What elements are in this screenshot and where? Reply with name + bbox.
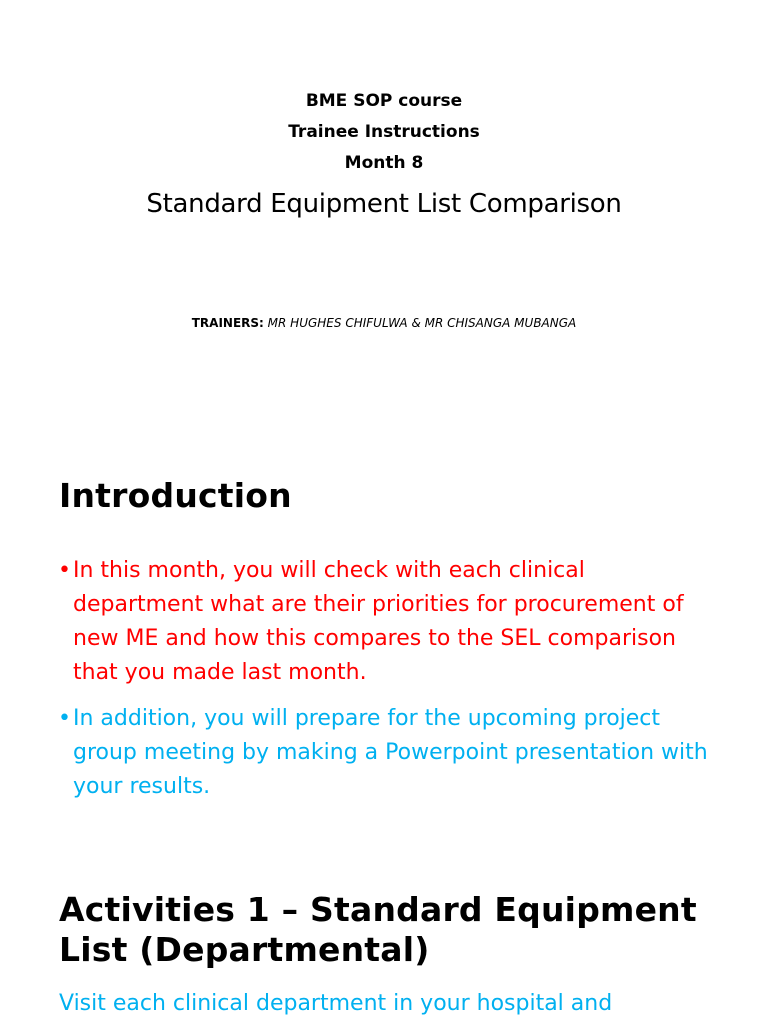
- page-title: Standard Equipment List Comparison: [146, 189, 622, 219]
- bullet-dot: •: [58, 558, 71, 583]
- trainers-names: MR HUGHES CHIFULWA & MR CHISANGA MUBANGA: [267, 316, 577, 330]
- bullet-text: In this month, you will check with each clinical department what are their priorities for procurement of new ME and how this compares to the SEL comparison that you made last month.: [73, 558, 684, 685]
- month-label: Month 8: [344, 153, 424, 173]
- bullet-item: [58, 554, 718, 690]
- bullet-item: [58, 702, 718, 804]
- bullet-text: In addition, you will prepare for the upcoming project group meeting by making a Powerpoint presentation with your results.: [73, 706, 708, 799]
- trainers-line: [0, 314, 768, 332]
- activities-heading: Activities 1 – Standard Equipment List (Departmental): [59, 890, 697, 969]
- introduction-heading: Introduction: [59, 476, 292, 515]
- trainers-label: TRAINERS:: [191, 316, 264, 330]
- course-name: BME SOP course: [305, 91, 463, 111]
- bullet-dot: •: [58, 706, 71, 731]
- document-type: Trainee Instructions: [288, 122, 480, 142]
- introduction-bullets: [58, 554, 718, 816]
- activities-text: Visit each clinical department in your hospital and: [59, 991, 613, 1016]
- title-slide: [0, 86, 768, 222]
